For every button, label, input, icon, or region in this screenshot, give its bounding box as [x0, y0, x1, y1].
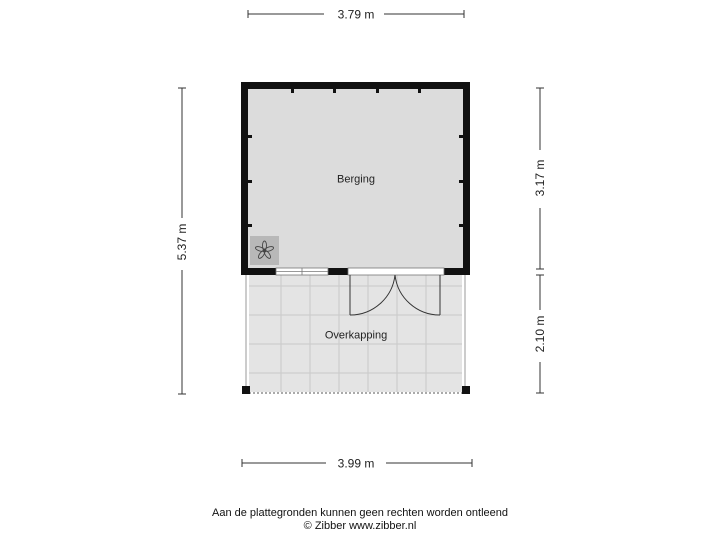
right-lower-dimension-label: 2.10 m: [533, 315, 547, 353]
storage-window: [276, 268, 328, 275]
fan-icon: [250, 236, 279, 265]
footer: [0, 507, 720, 533]
storage-label: Berging: [337, 173, 375, 186]
bottom-dimension-label: 3.99 m: [337, 456, 375, 471]
left-dimension-label: 5.37 m: [175, 223, 189, 261]
canopy-label: Overkapping: [324, 329, 388, 342]
canopy-post-left: [242, 386, 250, 394]
disclaimer-text: Aan de plattegronden kunnen geen rechten worden ontleend: [211, 507, 508, 519]
canopy-post-right: [462, 386, 470, 394]
copyright-text: © Zibber www.zibber.nl: [303, 520, 417, 532]
top-dimension-label: 3.79 m: [337, 7, 375, 22]
right-upper-dimension-label: 3.17 m: [533, 159, 547, 197]
